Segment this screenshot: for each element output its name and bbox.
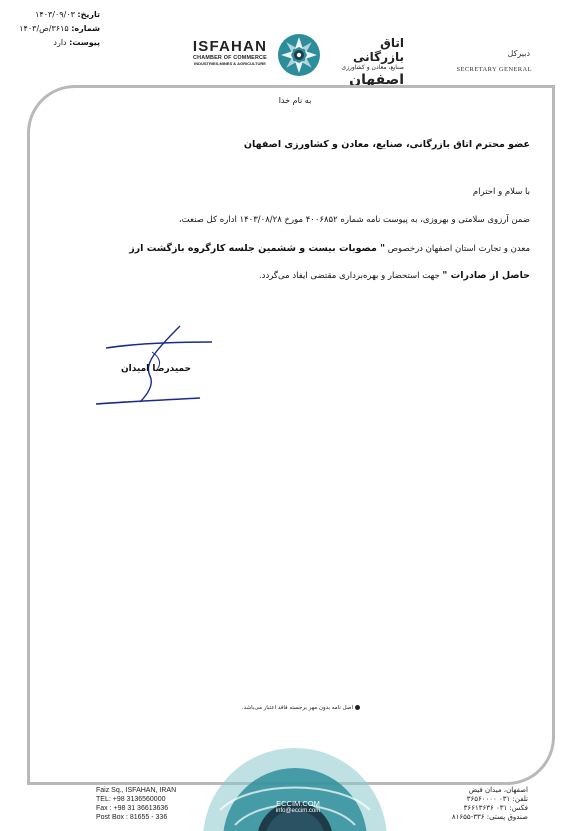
- date-value: ۱۴۰۳/۰۹/۰۳: [35, 10, 75, 19]
- footer-website: ECCIM.COM: [276, 799, 320, 808]
- footer-ornament-icon: [200, 740, 390, 831]
- greeting: با سلام و احترام: [472, 187, 530, 197]
- logo-en-sub2: INDUSTRIES,MINES & AGRICULTURE: [194, 61, 266, 66]
- logo-en-main: ISFAHAN: [192, 38, 268, 55]
- secretary-title-fa: دبیرکل: [507, 49, 530, 58]
- addressee: عضو محترم اتاق بازرگانی، صنایع، معادن و کشاورزی اصفهان: [243, 139, 530, 150]
- footer-en-address: Faiz Sq., ISFAHAN, IRAN: [96, 787, 177, 794]
- body-line-3-end: جهت استحضار و بهره‌برداری مقتضی ایفاد می‌گردد.: [258, 271, 440, 281]
- body-line-3: [40, 268, 530, 284]
- logo-en-sub1: CHAMBER OF COMMERCE: [193, 55, 267, 61]
- logo-fa-line2: صنایع، معادن و کشاورزی: [341, 64, 404, 71]
- bullet-icon: [355, 705, 360, 710]
- attachment-value: دارد: [53, 38, 67, 47]
- attachment-row: [8, 36, 100, 50]
- body-line-2: [40, 241, 530, 257]
- date-label: تاریخ:: [77, 10, 100, 19]
- footer-en-fax: Fax : +98 31 36613636: [96, 805, 169, 812]
- number-row: [8, 22, 100, 36]
- secretary-title-en: SECRETARY GENERAL: [456, 66, 532, 73]
- footer-en-tel: TEL: +98 3136560000: [96, 796, 166, 803]
- footer-web: [258, 799, 338, 814]
- footer-fa-pobox: صندوق پستی: ۳۳۶-۸۱۶۵۵: [451, 813, 528, 821]
- body-line-2-start: معدن و تجارت استان اصفهان درخصوص: [387, 244, 530, 254]
- footer-contact-fa: [408, 786, 528, 822]
- logo-persian: [326, 36, 404, 88]
- attachment-label: پیوست:: [69, 38, 100, 47]
- validity-note: [150, 705, 360, 711]
- validity-note-text: اصل نامه بدون مهر برجسته فاقد اعتبار می‌باشد.: [241, 705, 353, 711]
- date-row: [8, 8, 100, 22]
- signer-name: حمیدرضا امیدان: [120, 364, 192, 374]
- body-line-3-bold: حاصل از صادرات ": [442, 270, 530, 281]
- logo-fa-line1: اتاق بازرگانی: [353, 36, 404, 64]
- chamber-emblem-icon: [276, 32, 322, 78]
- body-line-2-bold: " مصوبات بیست و ششمین جلسه کارگروه بازگشت ارز: [129, 243, 386, 254]
- footer-contact-en: [96, 786, 206, 822]
- body-line-1: ضمن آرزوی سلامتی و بهروزی، به پیوست نامه شماره ۴۰۰۶۸۵۲ مورخ ۱۴۰۳/۰۸/۲۸ اداره کل صنعت،: [178, 215, 530, 225]
- logo-english: [186, 38, 274, 66]
- logo-fa-line3: اصفهان: [349, 72, 404, 88]
- number-label: شماره:: [71, 24, 100, 33]
- letter-meta: [8, 8, 100, 50]
- footer-fa-address: اصفهان، میدان فیض: [468, 786, 528, 794]
- number-value: ۳۶۱۵/ص/۱۴۰۳: [19, 24, 69, 33]
- footer-email: info@eccim.com: [275, 808, 321, 814]
- footer-fa-tel: تلفن: ۰۳۱ ۳۶۵۶۰۰۰۰: [466, 795, 528, 803]
- footer-fa-fax: فکس: ۰۳۱ ۳۶۶۱۳۶۳۶: [463, 804, 528, 812]
- bename-heading: به نام خدا: [278, 96, 312, 105]
- footer-en-pobox: Post Box : 81655 - 336: [96, 814, 168, 821]
